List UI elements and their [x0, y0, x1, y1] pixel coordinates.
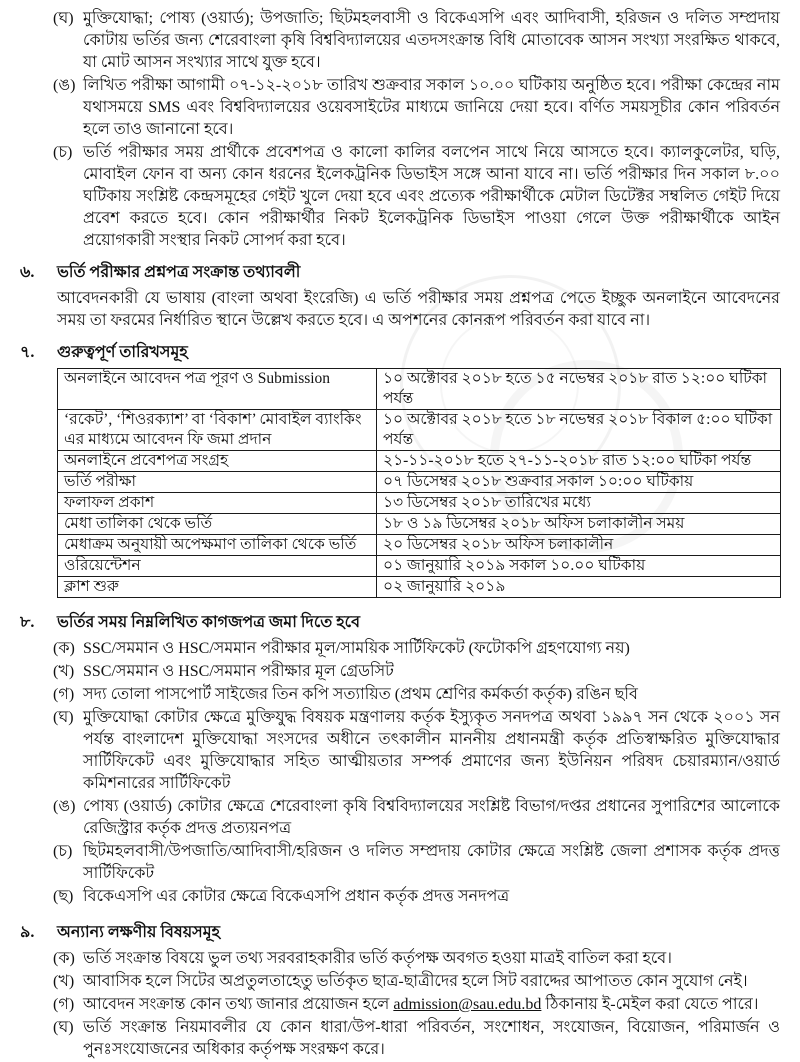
list-item	[53, 75, 780, 141]
event-cell: অনলাইনে আবেদন পত্র পূরণ ও Submission	[58, 369, 377, 410]
date-cell: ০৭ ডিসেম্বর ২০১৮ শুক্রবার সকাল ১০:০০ ঘটিকায়	[377, 472, 781, 493]
section-heading	[0, 612, 800, 634]
section-title: অন্যান্য লক্ষণীয় বিষয়সমূহ	[57, 924, 221, 941]
section-other-notes	[0, 922, 800, 1061]
list-item	[53, 948, 780, 970]
event-cell: ফলাফল প্রকাশ	[58, 493, 377, 514]
item-text: পোষ্য (ওয়ার্ড) কোটার ক্ষেত্রে শেরেবাংলা কৃষি বিশ্ববিদ্যালয়ের সংশ্লিষ্ট বিভাগ/দপ্তর প্রধানের সুপারিশের আলোকে রেজিস্ট্রার কর্তৃক প্রদত্ত প্রত্যয়নপত্র	[83, 798, 780, 837]
item-label: (ঘ)	[53, 10, 74, 27]
section-title: গুরুত্বপূর্ণ তারিখসমূহ	[57, 344, 188, 361]
important-dates-table	[57, 368, 781, 598]
list-item	[53, 971, 780, 993]
item-text: লিখিত পরীক্ষা আগামী ০৭-১২-২০১৮ তারিখ শুক্রবার সকাল ১০.০০ ঘটিকায় অনুষ্ঠিত হবে। পরীক্ষা কেন্দ্রের নাম যথাসময়ে SMS এবং বিশ্ববিদ্যালয়ের ওয়েবসাইটের মাধ্যমে জানিয়ে দেয়া হবে। বর্ণিত সময়সূচীর কোন পরিবর্তন হলে তাও জানানো হবে।	[83, 77, 780, 138]
section-body: আবেদনকারী যে ভাষায় (বাংলা অথবা ইংরেজি) এ ভর্তি পরীক্ষার সময় প্রশ্নপত্র পেতে ইচ্ছুক অনলাইনে আবেদনের সময় তা ফরমের নির্ধারিত স্থানে উল্লেখ করতে হবে। এ অপশনের কোনরূপ পরিবর্তন করা যাবে না।	[57, 290, 780, 329]
item-label: (খ)	[53, 663, 75, 680]
item-text: ভর্তি সংক্রান্ত বিষয়ে ভুল তথ্য সরবরাহকারীর ভর্তি কর্তৃপক্ষ অবগত হওয়া মাত্রই বাতিল করা হবে।	[83, 950, 672, 967]
list-item	[53, 661, 780, 683]
item-text	[83, 994, 780, 1016]
item-text-after: ঠিকানায় ই-মেইল করা যেতে পারে।	[541, 996, 759, 1013]
date-cell: ১৮ ও ১৯ ডিসেম্বর ২০১৮ অফিস চলাকালীন সময়	[377, 514, 781, 535]
notes-list	[0, 948, 800, 1061]
list-item	[53, 707, 780, 795]
item-text: ভর্তি পরীক্ষার সময় প্রার্থীকে প্রবেশপত্র ও কালো কালির বলপেন সাথে নিয়ে আসতে হবে। ক্যালকুলেটর, ঘড়ি, মোবাইল ফোন বা অন্য কোন ধরনের ইলেকট্রনিক ডিভাইস সঙ্গে আনা যাবে না। ভর্তি পরীক্ষার দিন সকাল ৮.০০ ঘটিকায় সংশ্লিষ্ট কেন্দ্রসমূহের গেইট খুলে দেয়া হবে এবং প্রত্যেক পরীক্ষার্থীকে মেটাল ডিটেক্টর সম্বলিত গেইট দিয়ে প্রবেশ করতে হবে। কোন পরীক্ষার্থীর নিকট ইলেকট্রনিক ডিভাইস পাওয়া গেলে উক্ত পরীক্ষার্থীকে আইন প্রয়োগকারী সংস্থার নিকট সোপর্দ করা হবে।	[83, 144, 780, 249]
list-item	[53, 8, 780, 74]
item-label: (গ)	[53, 686, 75, 703]
item-label: (ক)	[53, 950, 75, 967]
item-text: SSC/সমমান ও HSC/সমমান পরীক্ষার মূল/সাময়িক সার্টিফিকেট (ফটোকপি গ্রহণযোগ্য নয়)	[83, 640, 630, 657]
table-row	[58, 556, 781, 577]
table-row	[58, 514, 781, 535]
item-label: (ঘ)	[53, 709, 74, 726]
list-item	[53, 994, 780, 1016]
section-required-documents	[0, 612, 800, 908]
item-text: SSC/সমমান ও HSC/সমমান পরীক্ষার মূল গ্রেডসিট	[83, 663, 394, 680]
date-cell: ০২ জানুয়ারি ২০১৯	[377, 577, 781, 598]
item-label: (গ)	[53, 996, 75, 1013]
section-heading	[0, 262, 800, 284]
event-cell: ‘রকেট’, ‘শিওরক্যাশ’ বা ‘বিকাশ’ মোবাইল ব্যাংকিং এর মাধ্যমে আবেদন ফি জমা প্রদান	[58, 410, 377, 451]
item-text-before: আবেদন সংক্রান্ত কোন তথ্য জানার প্রয়োজন হলে	[83, 996, 394, 1013]
event-cell: ভর্তি পরীক্ষা	[58, 472, 377, 493]
section-title: ভর্তির সময় নিম্নলিখিত কাগজপত্র জমা দিতে হবে	[57, 614, 360, 631]
table-row	[58, 410, 781, 451]
table-row	[58, 493, 781, 514]
table-row	[58, 577, 781, 598]
notice-content	[0, 8, 800, 1061]
section-number: ৮.	[20, 614, 35, 631]
item-label: (চ)	[53, 144, 73, 161]
list-item	[53, 841, 780, 885]
event-cell: ক্লাশ শুরু	[58, 577, 377, 598]
section-heading	[0, 922, 800, 944]
date-cell: ১০ অক্টোবর ২০১৮ হতে ১৮ নভেম্বর ২০১৮ বিকাল ৫:০০ ঘটিকা পর্যন্ত	[377, 410, 781, 451]
event-cell: মেধাক্রম অনুযায়ী অপেক্ষমাণ তালিকা থেকে ভর্তি	[58, 535, 377, 556]
list-item	[53, 638, 780, 660]
table-row	[58, 451, 781, 472]
email-link[interactable]: admission@sau.edu.bd	[393, 996, 542, 1013]
item-text: মুক্তিযোদ্ধা; পোষ্য (ওয়ার্ড); উপজাতি; ছিটমহলবাসী ও বিকেএসপি এবং আদিবাসী, হরিজন ও দলিত সম্প্রদায় কোটায় ভর্তির জন্য শেরেবাংলা কৃষি বিশ্ববিদ্যালয়ের এতদসংক্রান্ত বিধি মোতাবেক আসন সংখ্যা সংরক্ষিত থাকবে, যা মোট আসন সংখ্যার সাথে যুক্ত হবে।	[83, 10, 780, 71]
section-important-dates	[0, 342, 800, 598]
section-heading	[0, 342, 800, 364]
item-label: (ঙ)	[53, 77, 76, 94]
list-item	[53, 886, 780, 908]
item-label: (ঙ)	[53, 798, 76, 815]
item-label: (চ)	[53, 843, 73, 860]
item-text: সদ্য তোলা পাসপোর্ট সাইজের তিন কপি সত্যায়িত (প্রথম শ্রেণির কর্মকর্তা কর্তৃক) রঙিন ছবি	[83, 686, 638, 703]
item-label: (ক)	[53, 640, 75, 657]
date-cell: ২১-১১-২০১৮ হতে ২৭-১১-২০১৮ রাত ১২:০০ ঘটিকা পর্যন্ত	[377, 451, 781, 472]
event-cell: অনলাইনে প্রবেশপত্র সংগ্রহ	[58, 451, 377, 472]
list-item	[53, 684, 780, 706]
documents-list	[0, 638, 800, 908]
intro-list	[0, 8, 800, 252]
item-text: বিকেএসপি এর কোটার ক্ষেত্রে বিকেএসপি প্রধান কর্তৃক প্রদত্ত সনদপত্র	[83, 888, 510, 905]
item-label: (খ)	[53, 973, 75, 990]
item-text: আবাসিক হলে সিটের অপ্রতুলতাহেতু ভর্তিকৃত ছাত্র-ছাত্রীদের হলে সিট বরাদ্দের আপাতত কোন সুযোগ নেই।	[83, 973, 748, 990]
section-number: ৬.	[20, 264, 35, 281]
section-number: ৯.	[20, 924, 35, 941]
date-cell: ০১ জানুয়ারি ২০১৯ সকাল ১০.০০ ঘটিকায়	[377, 556, 781, 577]
item-text: ছিটমহলবাসী/উপজাতি/আদিবাসী/হরিজন ও দলিত সম্প্রদায় কোটার ক্ষেত্রে সংশ্লিষ্ট জেলা প্রশাসক কর্তৃক প্রদত্ত সার্টিফিকেট	[83, 843, 780, 882]
item-text: মুক্তিযোদ্ধা কোটার ক্ষেত্রে মুক্তিযুদ্ধ বিষয়ক মন্ত্রণালয় কর্তৃক ইস্যুকৃত সনদপত্র অথবা ১৯৯৭ সন থেকে ২০০১ সন পর্যন্ত বাংলাদেশ মুক্তিযোদ্ধা সংসদের অধীনে তৎকালীন মাননীয় প্রধানমন্ত্রী কর্তৃক প্রতিস্বাক্ষরিত মুক্তিযোদ্ধার সার্টিফিকেট এবং মুক্তিযোদ্ধার সহিত আত্মীয়তার সম্পর্ক প্রমাণের জন্য ইউনিয়ন পরিষদ চেয়ারম্যান/ওয়ার্ড কমিশনারের সার্টিফিকেট	[83, 709, 780, 792]
item-label: (ছ)	[53, 888, 74, 905]
event-cell: মেধা তালিকা থেকে ভর্তি	[58, 514, 377, 535]
section-number: ৭.	[20, 344, 35, 361]
date-cell: ১৩ ডিসেম্বর ২০১৮ তারিখের মধ্যে	[377, 493, 781, 514]
table-row	[58, 535, 781, 556]
table-row	[58, 369, 781, 410]
list-item	[53, 142, 780, 252]
item-text: ভর্তি সংক্রান্ত নিয়মাবলীর যে কোন ধারা/উপ-ধারা পরিবর্তন, সংশোধন, সংযোজন, বিয়োজন, পরিমার্জন ও পুনঃসংযোজনের অধিকার কর্তৃপক্ষ সংরক্ষণ করে।	[83, 1019, 780, 1058]
item-label: (ঘ)	[53, 1019, 74, 1036]
date-cell: ১০ অক্টোবর ২০১৮ হতে ১৫ নভেম্বর ২০১৮ রাত ১২:০০ ঘটিকা পর্যন্ত	[377, 369, 781, 410]
list-item	[53, 796, 780, 840]
event-cell: ওরিয়েন্টেশন	[58, 556, 377, 577]
section-question-paper-info	[0, 262, 800, 332]
section-title: ভর্তি পরীক্ষার প্রশ্নপত্র সংক্রান্ত তথ্যাবলী	[57, 264, 301, 281]
date-cell: ২০ ডিসেম্বর ২০১৮ অফিস চলাকালীন	[377, 535, 781, 556]
table-row	[58, 472, 781, 493]
list-item	[53, 1017, 780, 1061]
